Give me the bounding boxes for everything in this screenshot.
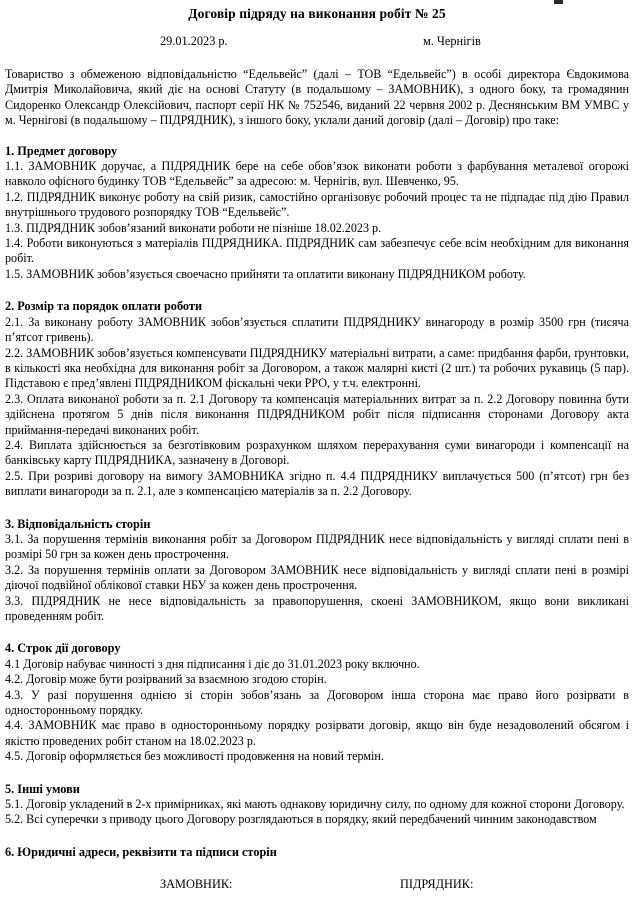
clause-3-2: 3.2. За порушення термінів оплати за Договором ЗАМОВНИК несе відповідальність у вигляді сплати пені в розмірі діючої подвійної облікової ставки НБУ за кожен день прострочення. — [5, 562, 629, 593]
document-date: 29.01.2023 р. — [160, 34, 228, 48]
clause-2-3: 2.3. Оплата виконаної роботи за п. 2.1 Договору та компенсація матеріальнних витрат за п. 2.2 Договору повинна бути здійснена протягом 5 днів після виконання ПІДРЯДНИКОМ робіт після підписання сторонами Договору акта приймання-передачі виконаних робіт. — [5, 391, 629, 437]
spacer — [5, 624, 629, 641]
clause-4-2: 4.2. Договір може бути розірваний за взаємною згодою сторін. — [5, 672, 327, 687]
clause-1-3: 1.3. ПІДРЯДНИК зобов’язаний виконати роботи не пізніше 18.02.2023 р. — [5, 220, 382, 235]
spacer — [5, 282, 629, 299]
clause-2-4: 2.4. Виплата здійснюється за безготівковим розрахунком шляхом перерахування суми винагороди і компенсації на банківську карту ПІДРЯДНИКА, зазначену в Договорі. — [5, 437, 629, 468]
document-title: Договір підряду на виконання робіт № 25 — [188, 6, 446, 21]
clause-4-3: 4.3. У разі порушення однією зі сторін зобов’язань за Договором інша сторона має право його розірвати в односторонньому порядку. — [5, 687, 629, 718]
clause-2-5: 2.5. При розриві договору на вимогу ЗАМОВНИКА згідно п. 4.4 ПІДРЯДНИКУ виплачується 500 (п’ятсот) грн без виплати винагороди за п. 2.1, але з компенсацією матеріалів за п. 2.2 Договору. — [5, 468, 629, 499]
clause-4-4: 4.4. ЗАМОВНИК має право в односторонньому порядку розірвати договір, якщо він буде незадоволений обсягом і якістю проведених робіт станом на 18.02.2023 р. — [5, 718, 629, 748]
clause-1-4: 1.4. Роботи виконуються з матеріалів ПІДРЯДНИКА. ПІДРЯДНИК сам забезпечує себе всім необхідним для виконання робіт. — [5, 236, 629, 266]
clause-4-5: 4.5. Договір оформляється без можливості продовження на новий термін. — [5, 749, 384, 764]
document-city: м. Чернігів — [423, 34, 481, 48]
spacer — [5, 765, 629, 782]
signature-row — [5, 877, 629, 895]
section-heading-5: 5. Інші умови — [5, 781, 80, 796]
spacer — [5, 828, 629, 845]
scan-artifact-mark — [554, 0, 563, 4]
clause-1-1: 1.1. ЗАМОВНИК доручає, а ПІДРЯДНИК бере на себе обов’язок виконати роботи з фарбування металевої огорожі навколо офісного будинку ТОВ “Едельвейс” за адресою: м. Чернігів, вул. Шевченко, 95. — [5, 159, 629, 189]
clause-1-5: 1.5. ЗАМОВНИК зобов’язується своечасно прийняти та оплатити виконану ПІДРЯДНИКОМ роботу. — [5, 266, 526, 281]
clause-5-1: 5.1. Договір укладений в 2-х примірниках, які мають однакову юридичну силу, по одному для кожної сторони Договору. — [5, 797, 625, 812]
clause-4-1: 4.1 Договір набуває чинності з дня підписання і діє до 31.01.2023 року включно. — [5, 656, 420, 671]
section-heading-6: 6. Юридичні адреси, реквізити та підписи сторін — [5, 844, 277, 859]
section-heading-2: 2. Розмір та порядок оплати роботи — [5, 299, 203, 314]
document-meta-row — [5, 34, 629, 51]
clause-5-2: 5.2. Всі суперечки з приводу цього Договору розглядаються в порядку, який передбачений чинним законодавством — [5, 812, 597, 827]
section-heading-4: 4. Строк дії договору — [5, 641, 121, 656]
clause-2-1: 2.1. За виконану роботу ЗАМОВНИК зобов’язується сплатити ПІДРЯДНИКУ винагороду в розмір 3500 грн (тисяча п’ятсот гривень). — [5, 314, 629, 345]
signature-label-customer: ЗАМОВНИК: — [160, 877, 233, 892]
clause-2-2: 2.2. ЗАМОВНИК зобов’язується компенсувати ПІДРЯДНИКУ матеріальні витрати, а саме: придбання фарби, ґрунтовки, в кількості яка необхідна для виконання робіт за Договором, а також малярні кисті (2 шт.) та робочих рукавиць (5 пар). Підставою є пред’явлені ПІДРЯДНИКОМ фіскальні чеки РРО, у т.ч. електронні. — [5, 345, 629, 391]
clause-1-2: 1.2. ПІДРЯДНИК виконує роботу на свій ризик, самостійно організовує робочий процес та не підпадає під дію Правил внутрішнього трудового розпорядку ТОВ “Едельвейс”. — [5, 189, 629, 220]
clause-3-3: 3.3. ПІДРЯДНИК не несе відповідальність за правопорушення, скоені ЗАМОВНИКОМ, якщо вони викликані проведенням робіт. — [5, 593, 629, 623]
spacer — [5, 129, 629, 144]
clause-3-1: 3.1. За порушення термінів виконання робіт за Договором ПІДРЯДНИК несе відповідальність у вигляді сплати пені в розмірі 50 грн за кожен день прострочення. — [5, 531, 629, 562]
section-heading-3: 3. Відповідальність сторін — [5, 516, 151, 531]
intro-paragraph: Товариство з обмеженою відповідальністю “Едельвейс” (далі – ТОВ “Едельвейс”) в особі директора Євдокимова Дмитрія Миколайовича, який діє на основі Статуту (в подальшому – ЗАМОВНИК), з одного боку, та громадянин Сидоренко Олександр Олексійович, паспорт серії НК № 752546, виданий 22 червня 2002 р. Деснянським ВМ УМВС у м. Чернігові (в подальшому – ПІДРЯДНИК), з іншого боку, уклали даний договір (далі – Договір) про таке: — [5, 67, 629, 128]
section-heading-1: 1. Предмет договору — [5, 143, 118, 158]
spacer — [5, 500, 629, 517]
signature-label-contractor: ПІДРЯДНИК: — [400, 877, 474, 892]
